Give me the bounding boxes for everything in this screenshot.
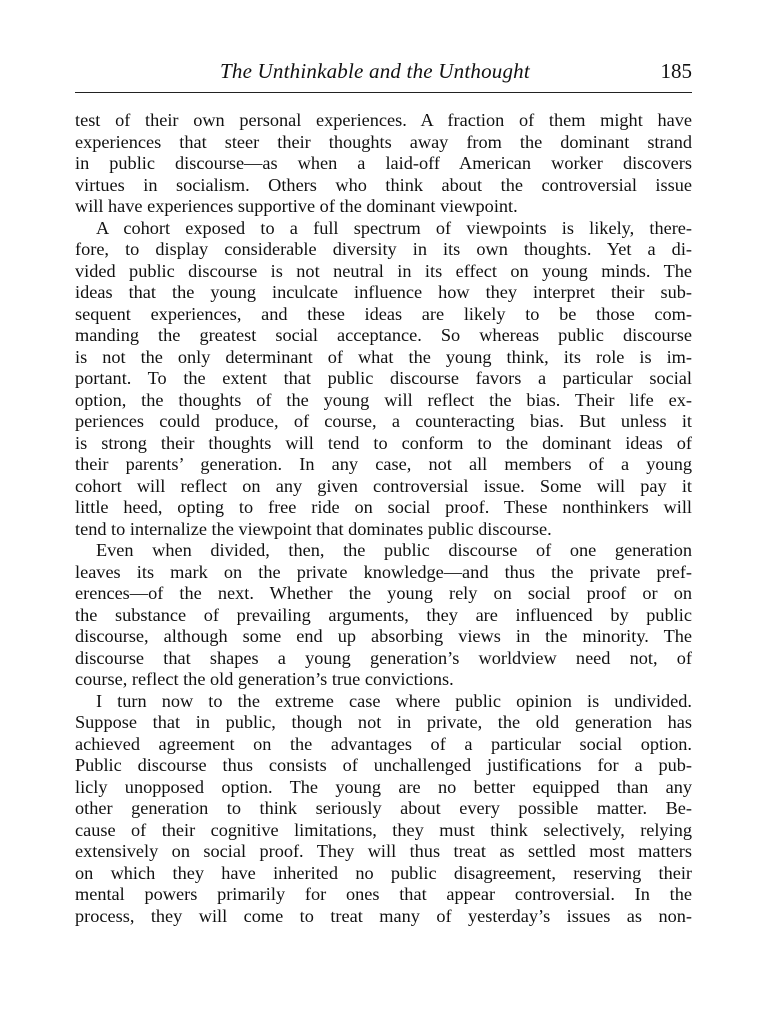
text-line: test of their own personal experiences. A fraction of them might have (75, 110, 692, 130)
text-line: ideas that the young inculcate influence how they interpret their sub- (75, 282, 692, 302)
text-line: tend to internalize the viewpoint that dominates public discourse. (75, 518, 552, 539)
text-line: leaves its mark on the private knowledge—and thus the private pref- (75, 561, 692, 582)
text-line: process, they will come to treat many of yesterday’s issues as non- (75, 905, 692, 926)
text-line: erences—of the next. Whether the young rely on social proof or on (75, 583, 692, 603)
text-line: course, reflect the old generation’s true convictions. (75, 669, 454, 689)
body-text (75, 110, 692, 927)
text-line: will have experiences supportive of the dominant viewpoint. (75, 196, 518, 216)
text-line: in public discourse—as when a laid-off American worker discovers (75, 153, 692, 173)
text-line: discourse that shapes a young generation’s worldview need not, of (75, 647, 692, 668)
text-line: their parents’ generation. In any case, not all members of a young (75, 454, 692, 474)
text-line: is not the only determinant of what the young think, its role is im- (75, 346, 692, 367)
text-line: Even when divided, then, the public discourse of one generation (96, 540, 692, 560)
text-line: mental powers primarily for ones that appear controversial. In the (75, 884, 692, 904)
text-line: option, the thoughts of the young will reflect the bias. Their life ex- (75, 389, 692, 410)
page-number: 185 (660, 59, 692, 83)
text-line: fore, to display considerable diversity in its own thoughts. Yet a di- (75, 239, 692, 259)
text-line: cause of their cognitive limitations, they must think selectively, relying (75, 819, 692, 840)
text-line: portant. To the extent that public discourse favors a particular social (75, 368, 692, 388)
text-line: achieved agreement on the advantages of a particular social option. (75, 733, 692, 754)
text-line: manding the greatest social acceptance. So whereas public discourse (75, 325, 692, 345)
text-line: extensively on social proof. They will thus treat as settled most matters (75, 841, 692, 861)
text-line: periences could produce, of course, a counteracting bias. But unless it (75, 411, 692, 431)
text-line: cohort will reflect on any given controversial issue. Some will pay it (75, 475, 692, 496)
text-line: virtues in socialism. Others who think about the controversial issue (75, 174, 692, 195)
page-header (75, 56, 692, 86)
text-line: on which they have inherited no public disagreement, reserving their (75, 862, 692, 883)
text-line: the substance of prevailing arguments, they are influenced by public (75, 604, 692, 625)
text-line: is strong their thoughts will tend to conform to the dominant ideas of (75, 432, 692, 453)
text-line: vided public discourse is not neutral in its effect on young minds. The (75, 260, 692, 281)
text-line: Public discourse thus consists of unchallenged justifications for a pub- (75, 755, 692, 775)
text-line: sequent experiences, and these ideas are likely to be those com- (75, 303, 692, 324)
text-line: Suppose that in public, though not in private, the old generation has (75, 712, 692, 732)
text-line: experiences that steer their thoughts away from the dominant strand (75, 131, 692, 152)
text-line: little heed, opting to free ride on social proof. These nonthinkers will (75, 497, 692, 517)
text-line: licly unopposed option. The young are no better equipped than any (75, 776, 692, 797)
text-line: A cohort exposed to a full spectrum of viewpoints is likely, there- (96, 217, 692, 238)
header-rule (75, 92, 692, 93)
text-line: discourse, although some end up absorbing views in the minority. The (75, 626, 692, 646)
text-line: I turn now to the extreme case where public opinion is undivided. (96, 690, 692, 711)
running-title: The Unthinkable and the Unthought (220, 59, 530, 83)
text-line: other generation to think seriously about every possible matter. Be- (75, 798, 692, 818)
